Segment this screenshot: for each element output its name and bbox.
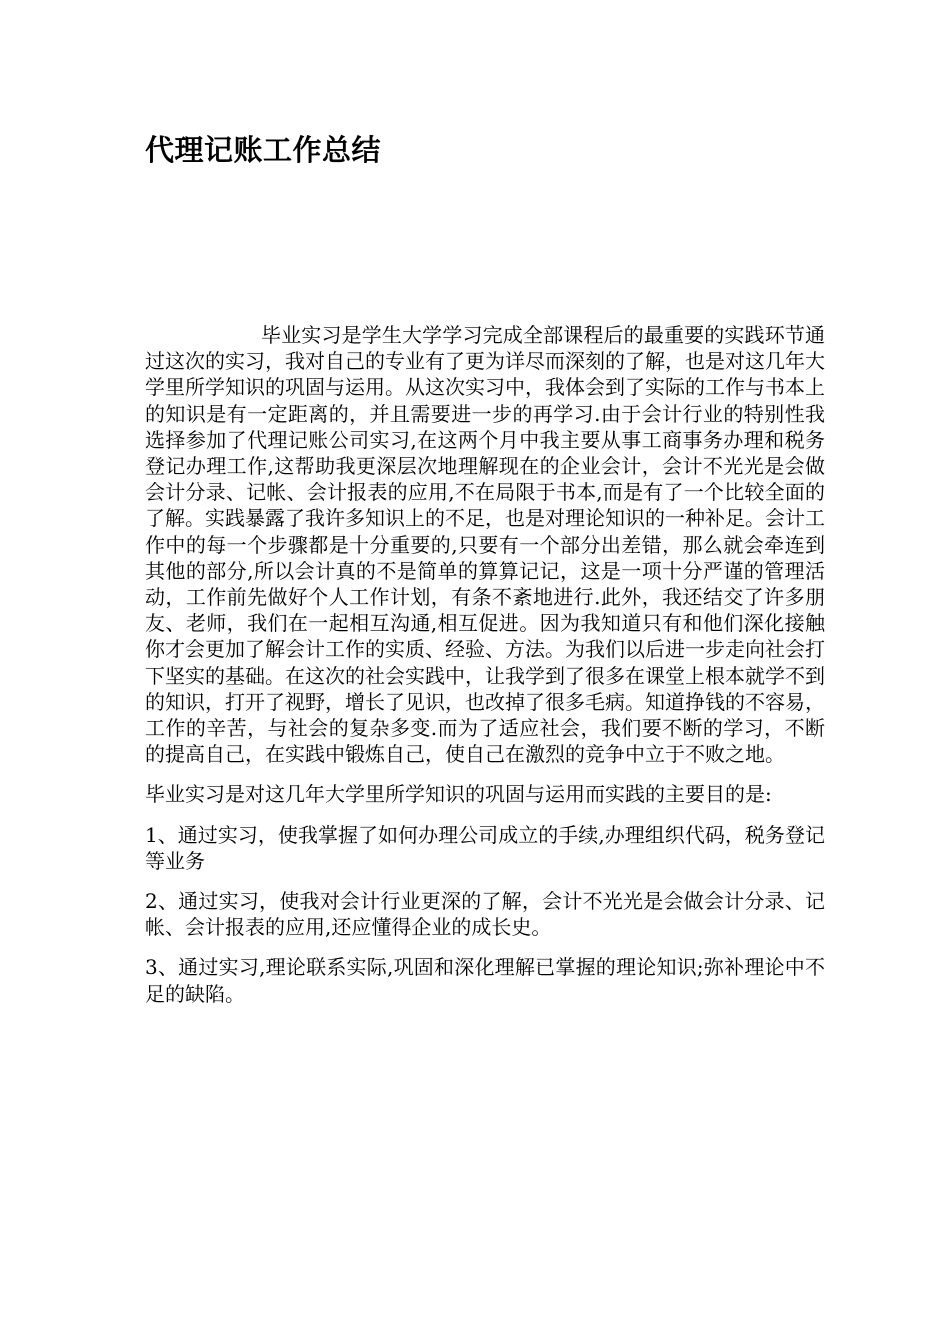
paragraph-item-2: 2、通过实习，使我对会计行业更深的了解，会计不光光是会做会计分录、记帐、会计报表的应用,还应懂得企业的成长史。 xyxy=(145,889,825,940)
document-title: 代理记账工作总结 xyxy=(145,133,382,167)
document-body xyxy=(145,322,825,1021)
paragraph-intro: 毕业实习是学生大学学习完成全部课程后的最重要的实践环节通过这次的实习，我对自己的专业有了更为详尽而深刻的了解，也是对这几年大学里所学知识的巩固与运用。从这次实习中，我体会到了实际的工作与书本上的知识是有一定距离的，并且需要进一步的再学习.由于会计行业的特别性我选择参加了代理记账公司实习,在这两个月中我主要从事工商事务办理和税务登记办理工作,这帮助我更深层次地理解现在的企业会计，会计不光光是会做会计分录、记帐、会计报表的应用,不在局限于书本,而是有了一个比较全面的了解。实践暴露了我许多知识上的不足，也是对理论知识的一种补足。会计工作中的每一个步骤都是十分重要的,只要有一个部分出差错，那么就会牵连到其他的部分,所以会计真的不是简单的算算记记，这是一项十分严谨的管理活动，工作前先做好个人工作计划，有条不紊地进行.此外，我还结交了许多朋友、老师，我们在一起相互沟通,相互促进。因为我知道只有和他们深化接触你才会更加了解会计工作的实质、经验、方法。为我们以后进一步走向社会打下坚实的基础。在这次的社会实践中，让我学到了很多在课堂上根本就学不到的知识，打开了视野，增长了见识，也改掉了很多毛病。知道挣钱的不容易，工作的辛苦，与社会的复杂多变.而为了适应社会，我们要不断的学习，不断的提高自己，在实践中锻炼自己，使自己在激烈的竞争中立于不败之地。 xyxy=(145,323,825,767)
paragraph-item-3: 3、通过实习,理论联系实际,巩固和深化理解已掌握的理论知识;弥补理论中不足的缺陷。 xyxy=(145,955,825,1006)
paragraph-purpose: 毕业实习是对这几年大学里所学知识的巩固与运用而实践的主要目的是: xyxy=(145,782,772,807)
paragraph-item-1: 1、通过实习，使我掌握了如何办理公司成立的手续,办理组织代码，税务登记等业务 xyxy=(145,822,825,873)
